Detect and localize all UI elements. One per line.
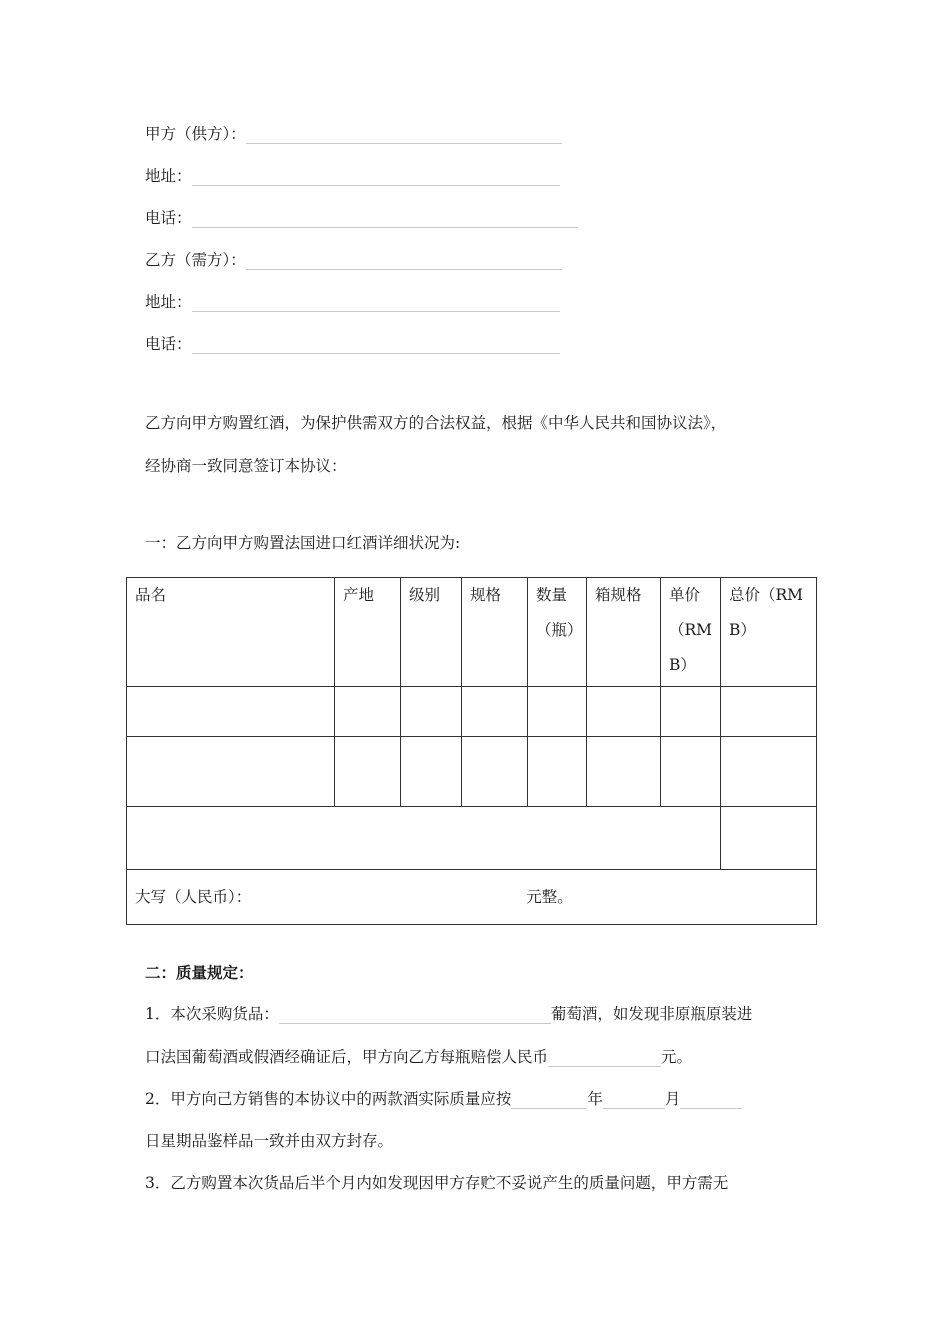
header-quantity: 数量（瓶） — [528, 578, 587, 687]
capital-label: 大写（人民币）： — [135, 888, 252, 906]
party-a-name-field[interactable] — [246, 125, 562, 144]
party-a-phone-field[interactable] — [192, 209, 578, 228]
party-b-row — [145, 250, 562, 270]
table-cell[interactable] — [335, 687, 401, 737]
capital-amount-cell[interactable] — [127, 870, 817, 925]
party-b-name-field[interactable] — [246, 251, 562, 270]
header-product-name: 品名 — [127, 578, 335, 687]
party-b-title: 乙方（需方）： — [145, 251, 246, 269]
table-cell[interactable] — [127, 737, 335, 807]
header-spec: 规格 — [462, 578, 528, 687]
table-cell[interactable] — [401, 737, 462, 807]
section2-heading: 二：质量规定： — [145, 963, 254, 982]
table-row — [127, 687, 817, 737]
party-b-address-field[interactable] — [192, 293, 560, 312]
party-a-row — [145, 124, 562, 144]
party-a-address-row — [145, 166, 560, 186]
party-b-phone-row — [145, 334, 560, 354]
party-a-title: 甲方（供方）： — [145, 125, 246, 143]
compensation-amount-field[interactable] — [548, 1048, 661, 1067]
table-cell[interactable] — [721, 737, 817, 807]
party-b-phone-label: 电话： — [145, 335, 192, 353]
goods-name-field[interactable] — [279, 1005, 551, 1024]
party-a-address-field[interactable] — [192, 167, 560, 186]
table-cell[interactable] — [528, 737, 587, 807]
table-cell[interactable] — [661, 687, 721, 737]
capital-suffix: 元整。 — [526, 888, 573, 906]
total-label-cell — [127, 807, 721, 870]
table-cell[interactable] — [462, 737, 528, 807]
item2-line-1 — [145, 1089, 742, 1109]
header-total-price: 总价（RMB） — [721, 578, 817, 687]
year-field[interactable] — [511, 1090, 587, 1109]
header-unit-price: 单价（RMB） — [661, 578, 721, 687]
table-cell[interactable] — [335, 737, 401, 807]
item2-text: 2．甲方向己方销售的本协议中的两款酒实际质量应按 — [145, 1090, 512, 1108]
table-cell[interactable] — [127, 687, 335, 737]
table-cell[interactable] — [587, 737, 661, 807]
item1-label: 1．本次采购货品： — [145, 1005, 279, 1023]
party-b-address-row — [145, 292, 560, 312]
section1-heading: 一：乙方向甲方购置法国进口红酒详细状况为: — [145, 534, 461, 552]
table-row — [127, 737, 817, 807]
month-field[interactable] — [603, 1090, 665, 1109]
table-total-row — [127, 807, 817, 870]
header-origin: 产地 — [335, 578, 401, 687]
item2-year-label: 年 — [587, 1090, 603, 1108]
party-b-phone-field[interactable] — [192, 335, 560, 354]
table-cell[interactable] — [528, 687, 587, 737]
table-cell[interactable] — [462, 687, 528, 737]
table-header-row — [127, 578, 817, 687]
party-b-address-label: 地址： — [145, 293, 192, 311]
table-cell[interactable] — [721, 687, 817, 737]
day-field[interactable] — [680, 1090, 742, 1109]
item2-line-2: 日星期品鉴样品一致并由双方封存。 — [145, 1132, 394, 1150]
intro-line-1: 乙方向甲方购置红酒，为保护供需双方的合法权益，根据《中华人民共和国协议法》， — [145, 414, 727, 432]
item3-line-1: 3．乙方购置本次货品后半个月内如发现因甲方存贮不妥说产生的质量问题，甲方需无 — [145, 1174, 729, 1192]
goods-table — [126, 577, 817, 925]
item1-line-2 — [145, 1047, 692, 1067]
party-a-phone-row — [145, 208, 578, 228]
table-cell[interactable] — [587, 687, 661, 737]
header-grade: 级别 — [401, 578, 462, 687]
table-cell[interactable] — [401, 687, 462, 737]
table-capital-row — [127, 870, 817, 925]
intro-line-2: 经协商一致同意签订本协议： — [145, 457, 347, 475]
item1-compensation-text: 口法国葡萄酒或假酒经确证后，甲方向乙方每瓶赔偿人民币 — [145, 1048, 549, 1066]
table-cell[interactable] — [661, 737, 721, 807]
header-case-spec: 箱规格 — [587, 578, 661, 687]
total-value-cell[interactable] — [721, 807, 817, 870]
item2-month-label: 月 — [664, 1090, 681, 1108]
item1-text: 葡萄酒，如发现非原瓶原装进 — [550, 1005, 753, 1023]
party-a-address-label: 地址： — [145, 167, 192, 185]
party-a-phone-label: 电话： — [145, 209, 192, 227]
item1-line-1 — [145, 1004, 752, 1024]
item1-unit: 元。 — [661, 1048, 693, 1066]
